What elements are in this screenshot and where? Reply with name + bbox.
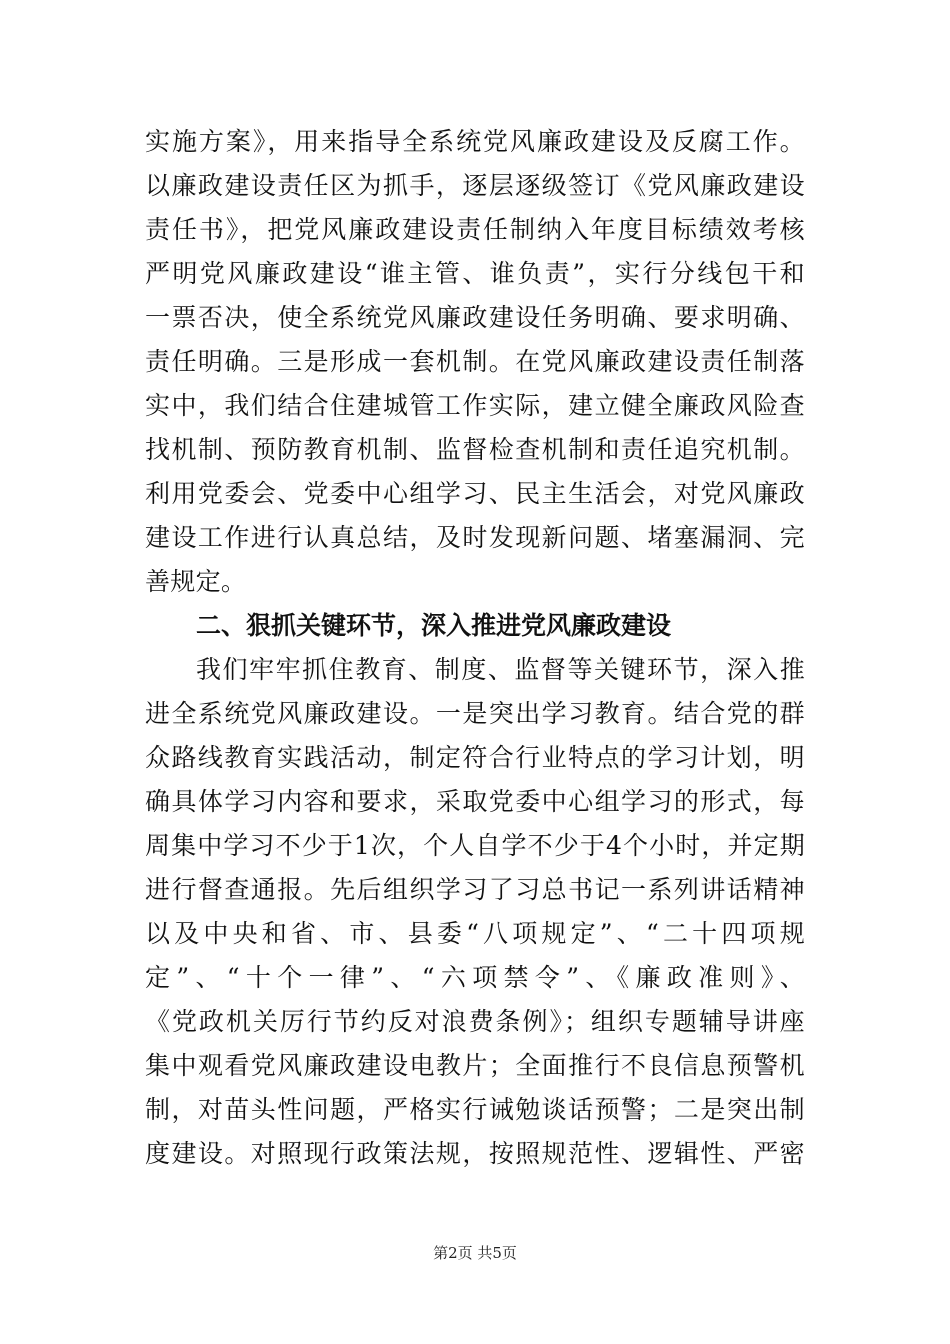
text-line: 定”、“十个一律”、“六项禁令”、《廉政准则》、 xyxy=(145,963,805,992)
text-line: 《党政机关厉行节约反对浪费条例》；组织专题辅导讲座 xyxy=(145,1007,805,1036)
text-line: 一票否决，使全系统党风廉政建设任务明确、要求明确、 xyxy=(145,303,805,332)
text-line: 建设工作进行认真总结，及时发现新问题、堵塞漏洞、完 xyxy=(145,523,805,552)
text-line: 进全系统党风廉政建设。一是突出学习教育。结合党的群 xyxy=(145,699,805,728)
text-line: 实施方案》，用来指导全系统党风廉政建设及反腐工作。 xyxy=(145,127,805,156)
text-line: 确具体学习内容和要求，采取党委中心组学习的形式，每 xyxy=(145,787,805,816)
text-line: 制，对苗头性问题，严格实行诫勉谈话预警；二是突出制 xyxy=(145,1095,805,1124)
page-number-footer: 第2页 共5页 xyxy=(433,1244,517,1262)
text-line: 以及中央和省、市、县委“八项规定”、“二十四项规 xyxy=(145,919,805,948)
text-line: 责任明确。三是形成一套机制。在党风廉政建设责任制落 xyxy=(145,347,805,376)
text-line: 责任书》，把党风廉政建设责任制纳入年度目标绩效考核 xyxy=(145,215,805,244)
text-line: 实中，我们结合住建城管工作实际，建立健全廉政风险查 xyxy=(145,391,805,420)
section-heading: 二、狠抓关键环节，深入推进党风廉政建设 xyxy=(196,611,672,640)
text-line: 严明党风廉政建设“谁主管、谁负责”，实行分线包干和 xyxy=(145,259,805,288)
text-line: 找机制、预防教育机制、监督检查机制和责任追究机制。 xyxy=(145,435,805,464)
text-line: 善规定。 xyxy=(145,567,247,596)
text-line: 众路线教育实践活动，制定符合行业特点的学习计划，明 xyxy=(145,743,805,772)
text-line: 以廉政建设责任区为抓手，逐层逐级签订《党风廉政建设 xyxy=(145,171,805,200)
text-line: 我们牢牢抓住教育、制度、监督等关键环节，深入推 xyxy=(196,655,805,684)
text-line: 进行督查通报。先后组织学习了习总书记一系列讲话精神 xyxy=(145,875,805,904)
text-line: 周集中学习不少于1次，个人自学不少于4个小时，并定期 xyxy=(145,831,805,860)
text-line: 度建设。对照现行政策法规，按照规范性、逻辑性、严密 xyxy=(145,1139,805,1168)
text-line: 利用党委会、党委中心组学习、民主生活会，对党风廉政 xyxy=(145,479,805,508)
text-line: 集中观看党风廉政建设电教片；全面推行不良信息预警机 xyxy=(145,1051,805,1080)
